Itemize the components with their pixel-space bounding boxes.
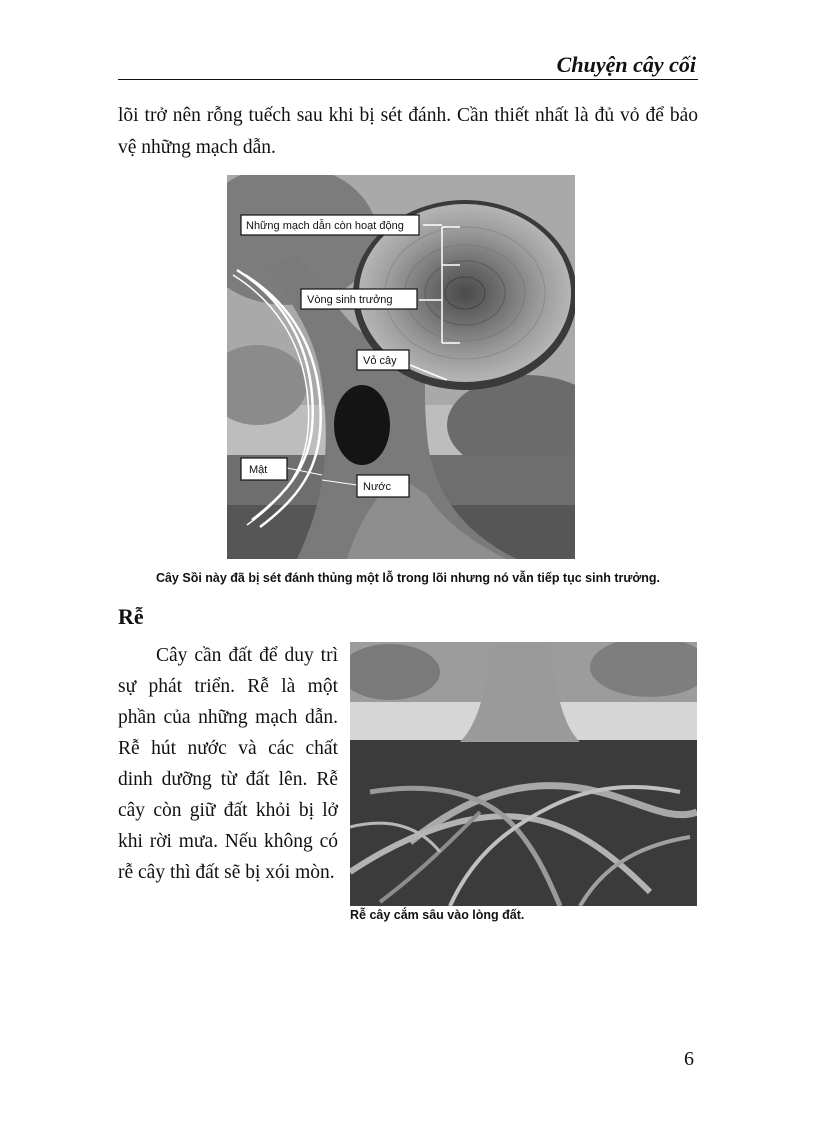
label-sun-text: Mật	[249, 464, 268, 476]
label-vessels	[241, 215, 419, 235]
header-rule	[118, 79, 698, 80]
paragraph-intro: lõi trở nên rỗng tuếch sau khi bị sét đánh. Cần thiết nhất là đủ vỏ để bảo vệ những mạch dẫn.	[118, 105, 698, 158]
label-ring-text: Vòng sinh trưởng	[307, 294, 393, 306]
page-number: 6	[684, 1048, 694, 1070]
section-heading: Rễ	[118, 604, 144, 629]
label-bark	[357, 350, 409, 370]
roots-illustration	[350, 642, 697, 906]
label-ring	[301, 289, 417, 309]
oak-tree-illustration	[227, 175, 575, 559]
section-body-text: Cây cần đất để duy trì sự phát triển. Rễ là một phần của những mạch dẫn. Rễ hút nước và các chất dinh dưỡng từ đất lên. Rễ cây còn giữ đất khỏi bị lở khi rời mưa. Nếu không có rễ cây thì đất sẽ bị xói mòn.	[118, 645, 338, 883]
section-body	[118, 640, 338, 888]
label-vessels-text: Những mạch dẫn còn hoạt động	[246, 220, 404, 232]
roots-figure	[350, 642, 697, 906]
oak-tree-figure	[227, 175, 575, 559]
label-sun	[241, 458, 287, 480]
label-bark-text: Vỏ cây	[363, 355, 397, 367]
running-header: Chuyện cây cối	[556, 52, 696, 77]
label-water	[357, 475, 409, 497]
label-water-text: Nước	[363, 481, 392, 493]
figure1-caption: Cây Sồi này đã bị sét đánh thủng một lỗ trong lõi nhưng nó vẫn tiếp tục sinh trưởng.	[155, 571, 661, 585]
figure2-caption: Rễ cây cắm sâu vào lòng đất.	[350, 908, 525, 922]
